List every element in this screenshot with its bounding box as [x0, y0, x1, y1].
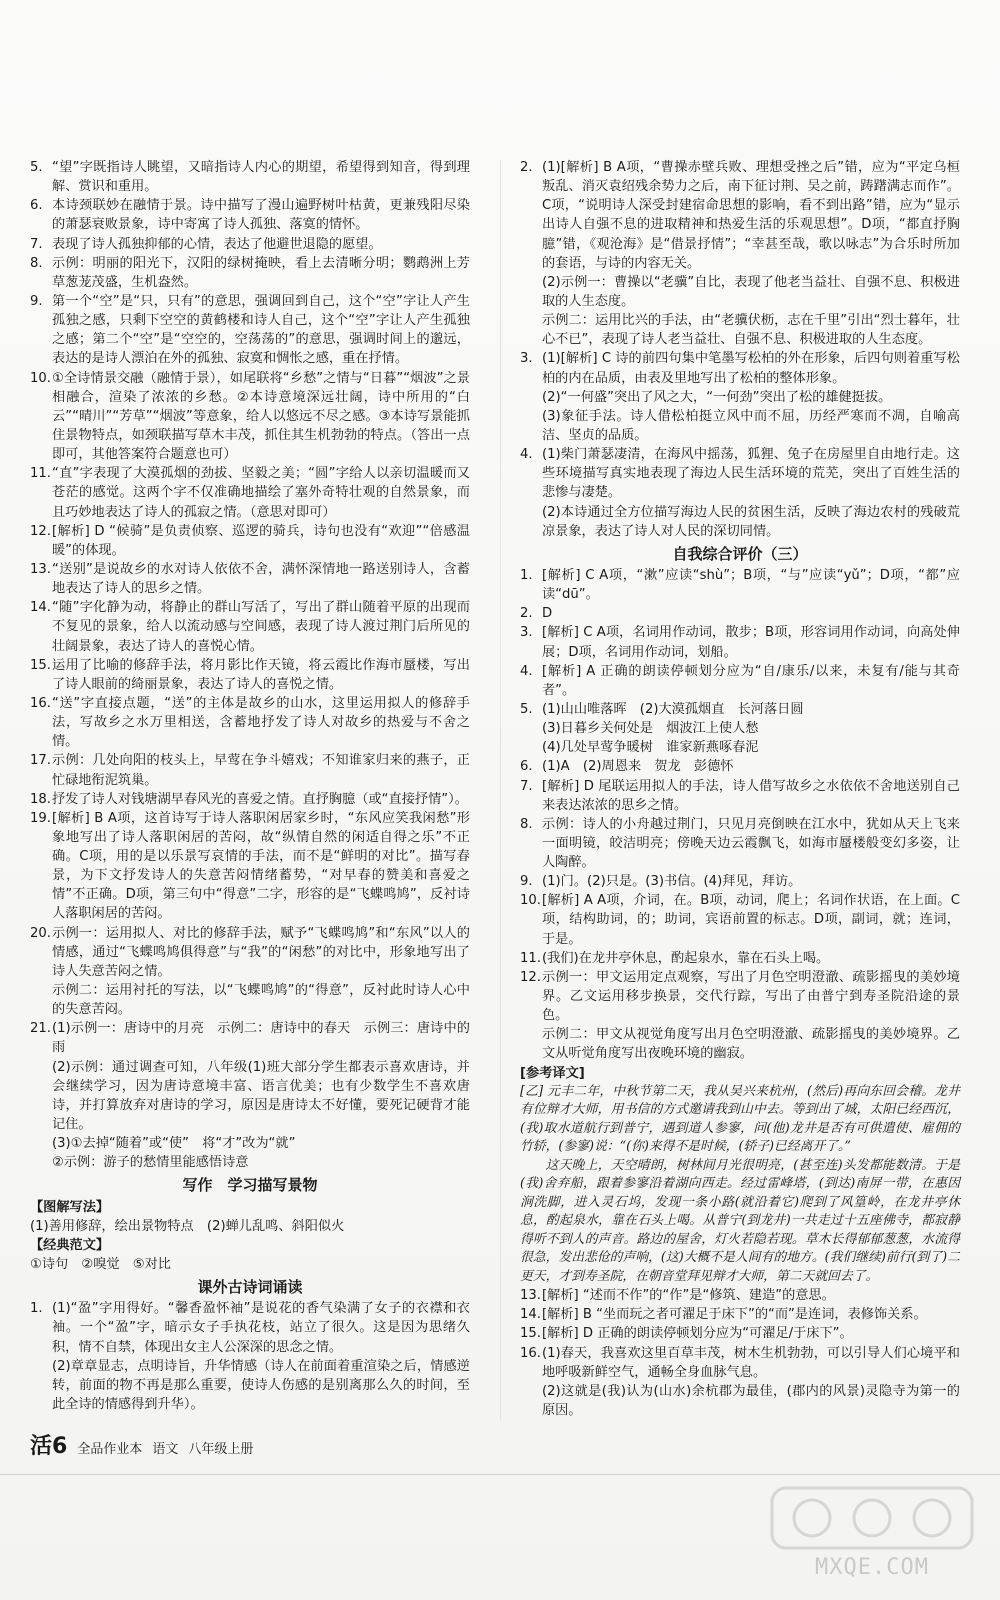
list-item [520, 700, 960, 719]
item-number: 6. [520, 759, 533, 775]
list-item [30, 1134, 470, 1153]
item-number: 5. [30, 160, 43, 175]
item-text: (1)山山唯落晖 (2)大漠孤烟直 长河落日圆 [542, 701, 804, 717]
left-answer-list [30, 158, 470, 1172]
list-item [30, 981, 470, 1019]
item-number: 18. [30, 791, 51, 807]
item-number: 13. [520, 1288, 541, 1304]
list-item [30, 790, 470, 809]
list-item [30, 809, 470, 924]
list-item [30, 464, 470, 521]
item-number: 16. [30, 695, 51, 711]
item-text: [解析] B A项，这首诗写于诗人落职闲居家乡时，“东风应笑我闲愁”形象地写出了诗人落职闲居的苦闷，故“纵情自然的闲适自得之乐”不正确。C项，用的是以乐景写哀情的手法，而不是“鲜明的对比”。描写春景，为下文抒发诗人的失意苦闷情绪蓄势，“对早春的赞美和喜爱之情”不正确。D项，第三句中“得意”二字，形容的是“飞蝶鸣鸠”，反衬诗人落职闲居的苦闷。 [52, 810, 470, 922]
item-number: 8. [30, 255, 43, 271]
item-number: 15. [520, 1326, 541, 1342]
list-item [520, 757, 960, 776]
list-item [30, 1299, 470, 1356]
item-text: [解析] C A项，“漱”应读“shù”；B项，“与”应读“yǔ”；D项，“都”应读“dū”。 [542, 567, 960, 603]
tujie-section [30, 1198, 470, 1236]
jingdian-section [30, 1236, 470, 1274]
item-text: (1)柴门萧瑟凄清，在海风中摇荡，狐狸、兔子在房屋里自由地行走。这些环境描写真实地表现了海边人民生活环境的荒芜，突出了百姓生活的悲惨与凄楚。 [542, 447, 960, 501]
item-number: 14. [520, 1307, 541, 1323]
item-text: “送别”是说故乡的水对诗人依依不舍，满怀深情地一路送别诗人，含蓄地表达了诗人的思乡之情。 [52, 561, 470, 597]
list-item [520, 1286, 960, 1305]
item-text: (4)几处早莺争暖树 谁家新燕啄春泥 [542, 740, 759, 756]
item-text: ②示例：游子的愁情里能感悟诗意 [52, 1155, 249, 1171]
item-text: (3)象征手法。诗人借松柏挺立风中而不屈，历经严寒而不凋，自喻高洁、坚贞的品质。 [542, 408, 960, 443]
item-text: 示例二：甲文从视觉角度写出月色空明澄澈、疏影摇曳的美妙境界。乙文从听觉角度写出夜晚环境的幽寂。 [542, 1027, 960, 1062]
item-text: (3)日暮乡关何处是 烟波江上使人愁 [542, 721, 759, 737]
list-item [520, 815, 960, 872]
list-item [520, 1324, 960, 1343]
item-number: 13. [30, 561, 51, 577]
item-number: 7. [520, 778, 533, 794]
item-text: (1)春天，我喜欢这里百草丰茂，树木生机勃勃，可以引导人们心境平和地呼吸新鲜空气，通畅全身血脉气息。 [542, 1345, 960, 1380]
list-item [30, 196, 470, 234]
item-text: [解析] C A项，名词用作动词，散步；B项，形容词用作动词，向高处伸展；D项，名词用作动词，划船。 [542, 625, 960, 660]
item-number: 9. [520, 874, 533, 890]
tail-answer-list [520, 1286, 960, 1420]
reference-translation-tag: [参考译文] [520, 1065, 585, 1081]
list-item [520, 1305, 960, 1324]
extra-poetry-list [30, 1299, 470, 1414]
item-text: (2)章章显志，点明诗旨，升华情感（诗人在前面着重渲染之后，情感逆转，前面的物不再是那么重要，使诗人伤感的是别离那么久的时间，至此全诗的情感得到升华）。 [52, 1358, 470, 1412]
list-item [30, 656, 470, 694]
list-item [30, 1058, 470, 1135]
extra-poetry-heading: 课外古诗词诵读 [197, 1278, 303, 1297]
item-number: 10. [30, 370, 51, 386]
list-item [30, 369, 470, 465]
column-divider [500, 160, 501, 1420]
list-item [520, 662, 960, 700]
item-text: [解析] A A项，介词，在。B项，动词，爬上；名词作状语，在上面。C项，结构助词，的；助词，宾语前置的标志。D项，副词，就；连词，于是。 [542, 893, 960, 947]
item-number: 9. [30, 293, 43, 309]
item-text: 示例二：运用衬托的写法，以“飞蝶鸣鸠”的“得意”，反衬此时诗人心中的失意苦闷。 [52, 983, 470, 1018]
item-text: “随”字化静为动，将静止的群山写活了，写出了群山随着平原的出现而不复见的景象，给人以流动感与空间感，表现了诗人渡过荆门后所见的壮阔景象，表达了诗人的喜悦心情。 [52, 600, 470, 654]
item-number: 16. [520, 1345, 541, 1361]
list-item [30, 522, 470, 560]
item-number: 3. [520, 625, 533, 641]
item-text: [解析] D 尾联运用拟人的手法，诗人借写故乡之水依依不舍地送别自己来表达浓浓的思乡之情。 [542, 778, 960, 813]
item-text: 本诗颈联妙在融情于景。诗中描写了漫山遍野树叶枯黄，更兼残阳尽染的萧瑟衰败景象，诗中寄寓了诗人孤独、落寞的情怀。 [52, 198, 470, 233]
list-item [520, 738, 960, 757]
reference-translation [520, 1083, 960, 1286]
jingdian-text: ①诗句 ②嗅觉 ⑤对比 [30, 1257, 171, 1273]
list-item [30, 1357, 470, 1414]
list-item [520, 407, 960, 445]
item-number: 4. [520, 447, 533, 463]
list-item [30, 1153, 470, 1172]
tujie-text: (1)善用修辞，绘出景物特点 (2)蝉儿乱鸣、斜阳似火 [30, 1218, 345, 1234]
item-number: 6. [30, 198, 43, 214]
list-item [30, 292, 470, 369]
item-text: D [542, 606, 553, 622]
item-text: [解析] D 正确的朗读停顿划分应为“可濯足/于床下”。 [542, 1326, 853, 1342]
list-item [520, 388, 960, 407]
list-item [520, 158, 960, 273]
item-text: 示例一：甲文运用定点观察，写出了月色空明澄澈、疏影摇曳的美妙境界。乙文运用移步换景，交代行踪，写出了由普宁到寿圣院沿途的景色。 [542, 969, 960, 1024]
item-number: 8. [520, 816, 533, 832]
page-number: 活6 [30, 1434, 68, 1459]
right-column [520, 158, 960, 1420]
item-text: [解析] A 正确的朗读停顿划分应为“自/康乐/以来，未复有/能与其奇者”。 [542, 663, 960, 698]
list-item [30, 158, 470, 196]
item-text: 示例：明丽的阳光下，汉阳的绿树掩映，看上去清晰分明；鹦鹉洲上芳草葱茏茂盛，生机盎然。 [52, 255, 470, 290]
item-text: “直”字表现了大漠孤烟的劲拔、坚毅之美；“圆”字给人以亲切温暖而又苍茫的感觉。这两个字不仅准确地描绘了塞外奇特壮观的自然景象，而且巧妙地表达了诗人的孤寂之情。（意思对即可） [52, 466, 470, 520]
item-number: 11. [520, 950, 541, 966]
item-number: 1. [30, 1301, 43, 1317]
watermark-logo-icon [762, 1478, 982, 1558]
item-number: 14. [30, 600, 51, 616]
list-item [30, 560, 470, 598]
list-item [520, 311, 960, 349]
list-item [520, 623, 960, 661]
item-text: (2)这就是(我)认为(山水)余杭郡为最佳，(郡内的风景)灵隐寺为第一的原因。 [542, 1383, 960, 1418]
item-text: (1)A (2)周恩来 贺龙 彭德怀 [542, 759, 734, 775]
translation-paragraph: 这天晚上，天空晴朗，树林间月光很明亮，(甚至连)头发都能数清。于是(我)舍弃船，跟着参寥沿着湖向西走。经过雷峰塔，(到达)南屏一带，在惠因涧洗脚，进入灵石坞，发现一条小路(就沿着它)爬到了风篁岭，在龙井亭休息，酌起泉水，靠在石头上喝。从普宁(到龙井)一共走过十五座佛寺，都寂静得听不到人的声音。路边的屋舍，灯火若隐若现。草木长得郁郁葱葱，水流得很急，发出悲伧的声响，(这)大概不是人间有的地方。(我们继续)前行(到了)二更天，才到寿圣院，在朝音堂拜见辩才大师，第二天就回去了。 [520, 1157, 960, 1284]
list-item [520, 891, 960, 948]
item-text: (1)示例一：唐诗中的月亮 示例二：唐诗中的春天 示例三：唐诗中的雨 [52, 1021, 470, 1056]
item-number: 11. [30, 466, 51, 482]
right-answer-list [520, 158, 960, 541]
item-text: 抒发了诗人对钱塘湖早春风光的喜爱之情。直抒胸臆（或“直接抒情”）。 [52, 791, 468, 807]
item-text: 示例一：运用拟人、对比的修辞手法，赋予“飞蝶鸣鸠”和“东风”以人的情感，通过“飞蝶鸣鸠俱得意”与“我”的“闲愁”的对比中，形象地写出了诗人失意苦闷之情。 [52, 925, 470, 979]
list-item [520, 949, 960, 968]
item-text: (1)“盈”字用得好。“馨香盈怀袖”是说花的香气染满了女子的衣襟和衣袖。一个“盈”字，暗示女子手执花枝，站立了很久。这是因为思绪久积，情不自禁，体现出女主人公深深的思念之情。 [52, 1301, 470, 1355]
item-number: 21. [30, 1021, 51, 1037]
review-answer-list [520, 566, 960, 1064]
list-item [30, 924, 470, 981]
list-item [30, 694, 470, 751]
list-item [30, 235, 470, 254]
item-text: [解析] B “坐而玩之者可濯足于床下”的“而”是连词，表修饰关系。 [542, 1307, 927, 1323]
item-text: (我们)在龙井亭休息，酌起泉水，靠在石头上喝。 [542, 950, 830, 966]
list-item [520, 445, 960, 502]
subject: 语文 [152, 1442, 179, 1457]
item-number: 12. [30, 523, 51, 539]
writing-heading: 写作 学习描写景物 [182, 1176, 318, 1195]
item-text: 第一个“空”是“只，只有”的意思，强调回到自己，这个“空”字让人产生孤独之感，只剩下空空的黄鹤楼和诗人自己，这个“空”字让人产生孤独之感；第二个“空”是“空空的，空荡荡的”的意思，强调时间上的邈远，表达的是诗人漂泊在外的孤独、寂寞和惆怅之感，重在抒情。 [52, 293, 470, 367]
item-number: 2. [520, 160, 533, 175]
item-text: ①全诗情景交融（融情于景），如尾联将“乡愁”之情与“日暮”“烟波”之景相融合，渲染了浓浓的乡愁。②本诗意境深远壮阔，诗中所用的“白云”“晴川”“芳草”“烟波”等意象，给人以悠远不尽之感。③本诗写景能抓住景物特点，如颈联描写草木丰茂，抓住其生机勃勃的特点。（答出一点即可，其他答案符合题意也可） [52, 370, 470, 463]
watermark-site: MXQE.COM [815, 1555, 929, 1580]
item-text: (2)示例一：曹操以“老骥”自比，表现了他老当益壮、自强不息、积极进取的人生态度。 [542, 274, 960, 309]
list-item [520, 719, 960, 738]
item-text: 示例：几处向阳的枝头上，早莺在争斗嬉戏；不知谁家归来的燕子，正忙碌地衔泥筑巢。 [52, 753, 470, 788]
item-text: 表现了诗人孤独抑郁的心情，表达了他避世退隐的愿望。 [52, 236, 382, 252]
item-number: 7. [30, 236, 43, 252]
item-number: 12. [520, 969, 541, 985]
list-item [30, 598, 470, 655]
footer-rule [0, 1474, 1000, 1475]
item-text: “送”字直接点题，“送”的主体是故乡的山水，这里运用拟人的修辞手法，写故乡之水万里相送，含蓄地抒发了诗人对故乡的热爱与不舍之情。 [52, 695, 470, 750]
book-title: 全品作业本 [77, 1442, 143, 1457]
list-item [520, 604, 960, 623]
list-item [520, 1344, 960, 1382]
list-item [520, 1382, 960, 1420]
item-number: 20. [30, 925, 51, 941]
item-text: 运用了比喻的修辞手法，将月影比作天镜，将云霞比作海市蜃楼，写出了诗人眼前的绮丽景象，表达了诗人的喜悦之情。 [52, 657, 470, 692]
item-number: 1. [520, 567, 533, 583]
jingdian-tag: 【经典范文】 [30, 1237, 110, 1253]
item-number: 17. [30, 753, 51, 769]
list-item [520, 968, 960, 1025]
grade: 八年级上册 [188, 1442, 254, 1457]
review-heading: 自我综合评价（三） [672, 544, 808, 563]
list-item [520, 503, 960, 541]
list-item [520, 273, 960, 311]
item-number: 19. [30, 810, 51, 826]
item-text: [解析] D “候骑”是负责侦察、巡逻的骑兵，诗句也没有“欢迎”“倍感温暖”的体现。 [52, 523, 470, 558]
item-number: 2. [520, 606, 533, 622]
watermark-logo [762, 1478, 982, 1588]
item-number: 3. [520, 351, 533, 367]
list-item [30, 1019, 470, 1057]
tujie-tag: 【图解写法】 [30, 1199, 110, 1215]
list-item [520, 349, 960, 387]
list-item [30, 751, 470, 789]
item-text: (1)[解析] C 诗的前四句集中笔墨写松柏的外在形象，后四句则着重写松柏的内在品质，由表及里地写出了松柏的整体形象。 [542, 351, 960, 386]
item-text: (1)[解析] B A项，“曹操赤壁兵败、理想受挫之后”错，应为“平定乌桓叛乱、消灭袁绍残余势力之后，南下征讨荆、吴之前，踌躇满志而作”。C项，“说明诗人深受封建宿命思想的影响，看不到出路”错，应为“显示出诗人自强不息的进取精神和热爱生活的乐观思想”。D项，“都直抒胸臆”错，《观沧海》是“借景抒情”；“幸甚至哉，歌以咏志”为合乐时所加的套语，与诗的内容无关。 [542, 160, 960, 271]
left-column [30, 158, 470, 1414]
item-number: 10. [520, 893, 541, 909]
item-text: 示例二：运用比兴的手法，由“老骥伏枥，志在千里”引出“烈士暮年，壮心不已”，表现了诗人老当益壮、自强不息、积极进取的人生态度。 [542, 313, 960, 348]
item-number: 15. [30, 657, 51, 673]
list-item [520, 566, 960, 604]
item-text: “望”字既指诗人眺望，又暗指诗人内心的期望，希望得到知音，得到理解、赏识和重用。 [52, 160, 470, 195]
list-item [520, 872, 960, 891]
list-item [30, 254, 470, 292]
translation-paragraph: [乙] 元丰二年，中秋节第二天，我从吴兴来杭州，(然后)再向东回会稽。龙井有位辩才大师，用书信的方式邀请我到山中去。等到出了城，太阳已经西沉，(我)取水道航行到普宁，遇到道人参寥，问(他)龙井是否有可供遣使、雇佣的竹轿，(参寥)说：“(你)来得不是时候，(轿子)已经离开了。” [520, 1083, 960, 1155]
item-number: 5. [520, 701, 533, 717]
list-item [520, 1025, 960, 1063]
list-item [520, 777, 960, 815]
item-text: (1)门。(2)只是。(3)书信。(4)拜见，拜访。 [542, 874, 802, 890]
item-text: (2)“一何盛”突出了风之大，“一何劲”突出了松的雄健挺拔。 [542, 389, 892, 405]
item-text: (2)本诗通过全方位描写海边人民的贫困生活，反映了海边农村的残破荒凉景象，表达了诗人对人民的深切同情。 [542, 504, 960, 539]
page-footer [30, 1429, 253, 1460]
item-number: 4. [520, 663, 533, 679]
item-text: 示例：诗人的小舟越过荆门，只见月亮倒映在江水中，犹如从天上飞来一面明镜，皎洁明亮；傍晚天边云霞飘飞，如海市蜃楼般变幻多姿，让人陶醉。 [542, 816, 960, 871]
item-text: (2)示例：通过调查可知，八年级(1)班大部分学生都表示喜欢唐诗，并会继续学习，因为唐诗意境丰富、语言优美；也有少数学生不喜欢唐诗，并打算放弃对唐诗的学习，原因是唐诗太不好懂，要死记硬背才能记住。 [52, 1059, 470, 1133]
item-text: (3)①去掉“随着”或“使” 将“才”改为“就” [52, 1136, 296, 1152]
item-text: [解析] “述而不作”的“作”是“修筑、建造”的意思。 [542, 1288, 835, 1304]
